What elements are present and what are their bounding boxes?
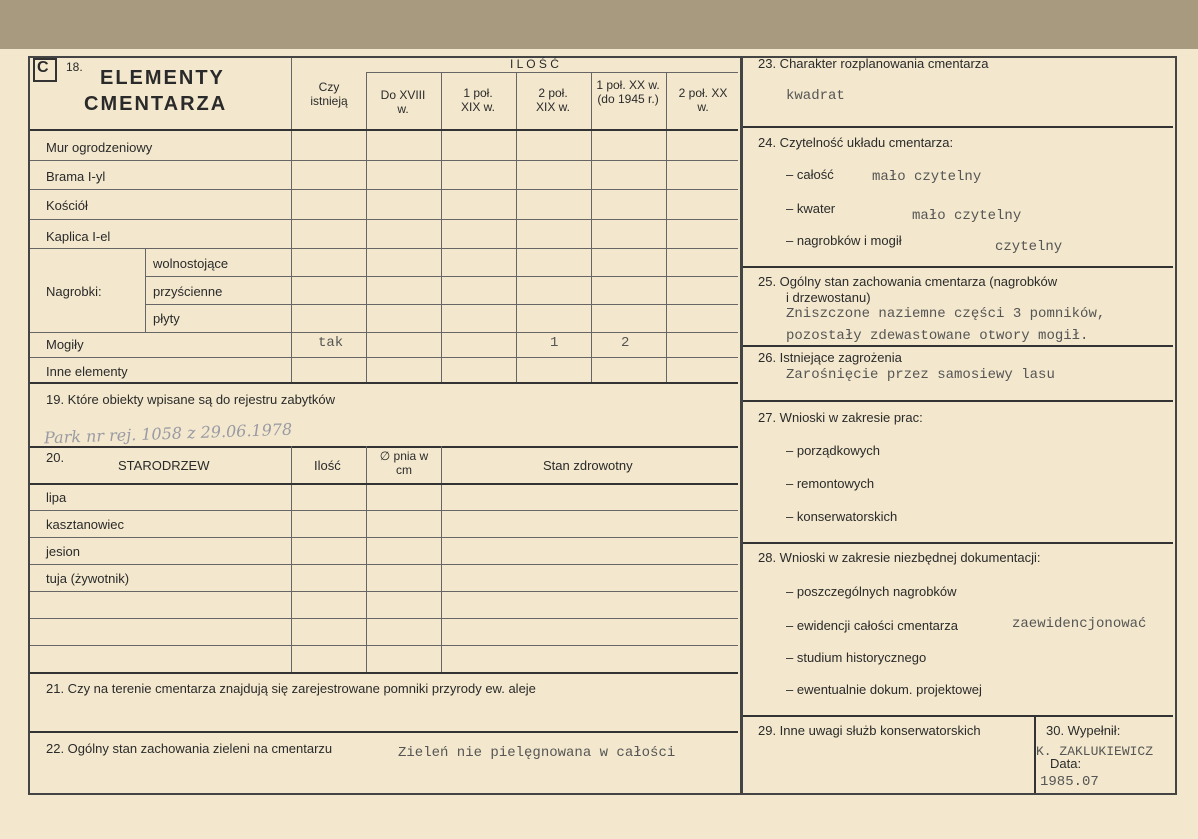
row-mur: Mur ogrodzeniowy: [46, 140, 153, 155]
card-letter: C: [37, 59, 49, 76]
section23-value: kwadrat: [786, 88, 845, 104]
section19-label: 19. Które obiekty wpisane są do rejestru zabytków: [46, 392, 336, 407]
section23-label: 23. Charakter rozplanowania cmentarza: [758, 56, 989, 71]
section30-date-value: 1985.07: [1040, 774, 1099, 790]
section19-handwritten: Park nr rej. 1058 z 29.06.1978: [43, 419, 293, 448]
tree-tuja: tuja (żywotnik): [46, 571, 130, 586]
s28-nagrobkow: – poszczególnych nagrobków: [786, 584, 957, 599]
section26-label: 26. Istniejące zagrożenia: [758, 350, 902, 365]
section29-label: 29. Inne uwagi służb konserwatorskich: [758, 723, 981, 738]
section28-label: 28. Wnioski w zakresie niezbędnej dokumentacji:: [758, 550, 1041, 565]
mogily-czy-value: tak: [318, 335, 344, 351]
row-inne: Inne elementy: [46, 364, 128, 379]
nagrobki-przyscienne: przyścienne: [153, 284, 223, 299]
section18-number: 18.: [66, 60, 83, 74]
s24-kwater-label: – kwater: [786, 201, 836, 216]
nagrobki-wolnostojace: wolnostojące: [153, 256, 229, 271]
col-czy-istnieja: Czy istnieją: [310, 80, 348, 108]
col-stan-zdrowotny: Stan zdrowotny: [543, 458, 633, 473]
s24-kwater-value: mało czytelny: [912, 208, 1022, 224]
s28-studium: – studium historycznego: [786, 650, 927, 665]
s28-projektowej: – ewentualnie dokum. projektowej: [786, 682, 982, 697]
tree-jesion: jesion: [46, 544, 80, 559]
col-ilosc-trees: Ilość: [314, 458, 341, 473]
top-band: [0, 0, 1198, 49]
section25-value-1: Zniszczone naziemne części 3 pomników,: [786, 306, 1106, 322]
s24-calosc-value: mało czytelny: [872, 169, 982, 185]
col-ilosc: I L O Ś Ć: [510, 57, 559, 71]
col-pnia: ∅ pnia w cm: [379, 449, 429, 477]
section30-date-label: Data:: [1050, 756, 1082, 771]
section18-title-1: ELEMENTY: [100, 67, 225, 89]
row-nagrobki: Nagrobki:: [46, 284, 102, 299]
section22-label: 22. Ogólny stan zachowania zieleni na cmentarzu: [46, 741, 333, 756]
section18-title-2: CMENTARZA: [84, 93, 228, 115]
section20-title: STARODRZEW: [118, 458, 210, 473]
s28-ewidencji-value: zaewidencjonować: [1012, 616, 1147, 632]
section26-value: Zarośnięcie przez samosiewy lasu: [786, 367, 1055, 383]
s27-konserwatorskich: – konserwatorskich: [786, 509, 898, 524]
row-kosciol: Kościół: [46, 198, 88, 213]
section21-label: 21. Czy na terenie cmentarza znajdują się zarejestrowane pomniki przyrody ew. aleje: [46, 681, 536, 696]
tree-lipa: lipa: [46, 490, 67, 505]
tree-kasztanowiec: kasztanowiec: [46, 517, 125, 532]
s27-remontowych: – remontowych: [786, 476, 875, 491]
section25-label-1: 25. Ogólny stan zachowania cmentarza (nagrobków: [758, 274, 1058, 289]
s24-nagrobkow-value: czytelny: [995, 239, 1063, 255]
s24-nagrobkow-label: – nagrobków i mogił: [786, 233, 902, 248]
row-kaplica: Kaplica I-el: [46, 229, 111, 244]
section30-name: K. ZAKLUKIEWICZ: [1036, 744, 1154, 759]
section22-value: Zieleń nie pielęgnowana w całości: [398, 745, 676, 761]
nagrobki-plyty: płyty: [153, 311, 180, 326]
section27-label: 27. Wnioski w zakresie prac:: [758, 410, 923, 425]
section30-label: 30. Wypełnił:: [1046, 723, 1121, 738]
s24-calosc-label: – całość: [786, 167, 834, 182]
s27-porzadkowych: – porządkowych: [786, 443, 880, 458]
period-1pol-xx: 1 poł. XX w. (do 1945 r.): [596, 78, 660, 106]
period-2pol-xx: 2 poł. XX w.: [678, 86, 728, 114]
section20-number: 20.: [46, 450, 65, 465]
mogily-1pol-xx-value: 2: [621, 335, 630, 351]
period-1pol-xix: 1 poł. XIX w.: [460, 86, 495, 114]
section24-label: 24. Czytelność układu cmentarza:: [758, 135, 954, 150]
period-xviii: Do XVIII w.: [380, 88, 426, 116]
mogily-2pol-xix-value: 1: [550, 335, 559, 351]
row-mogily: Mogiły: [46, 337, 84, 352]
section25-value-2: pozostały zdewastowane otwory mogił.: [786, 328, 1089, 344]
s28-ewidencji: – ewidencji całości cmentarza: [786, 618, 958, 633]
period-2pol-xix: 2 poł. XIX w.: [535, 86, 570, 114]
section25-label-2: i drzewostanu): [786, 290, 871, 305]
row-brama: Brama I-yl: [46, 169, 106, 184]
